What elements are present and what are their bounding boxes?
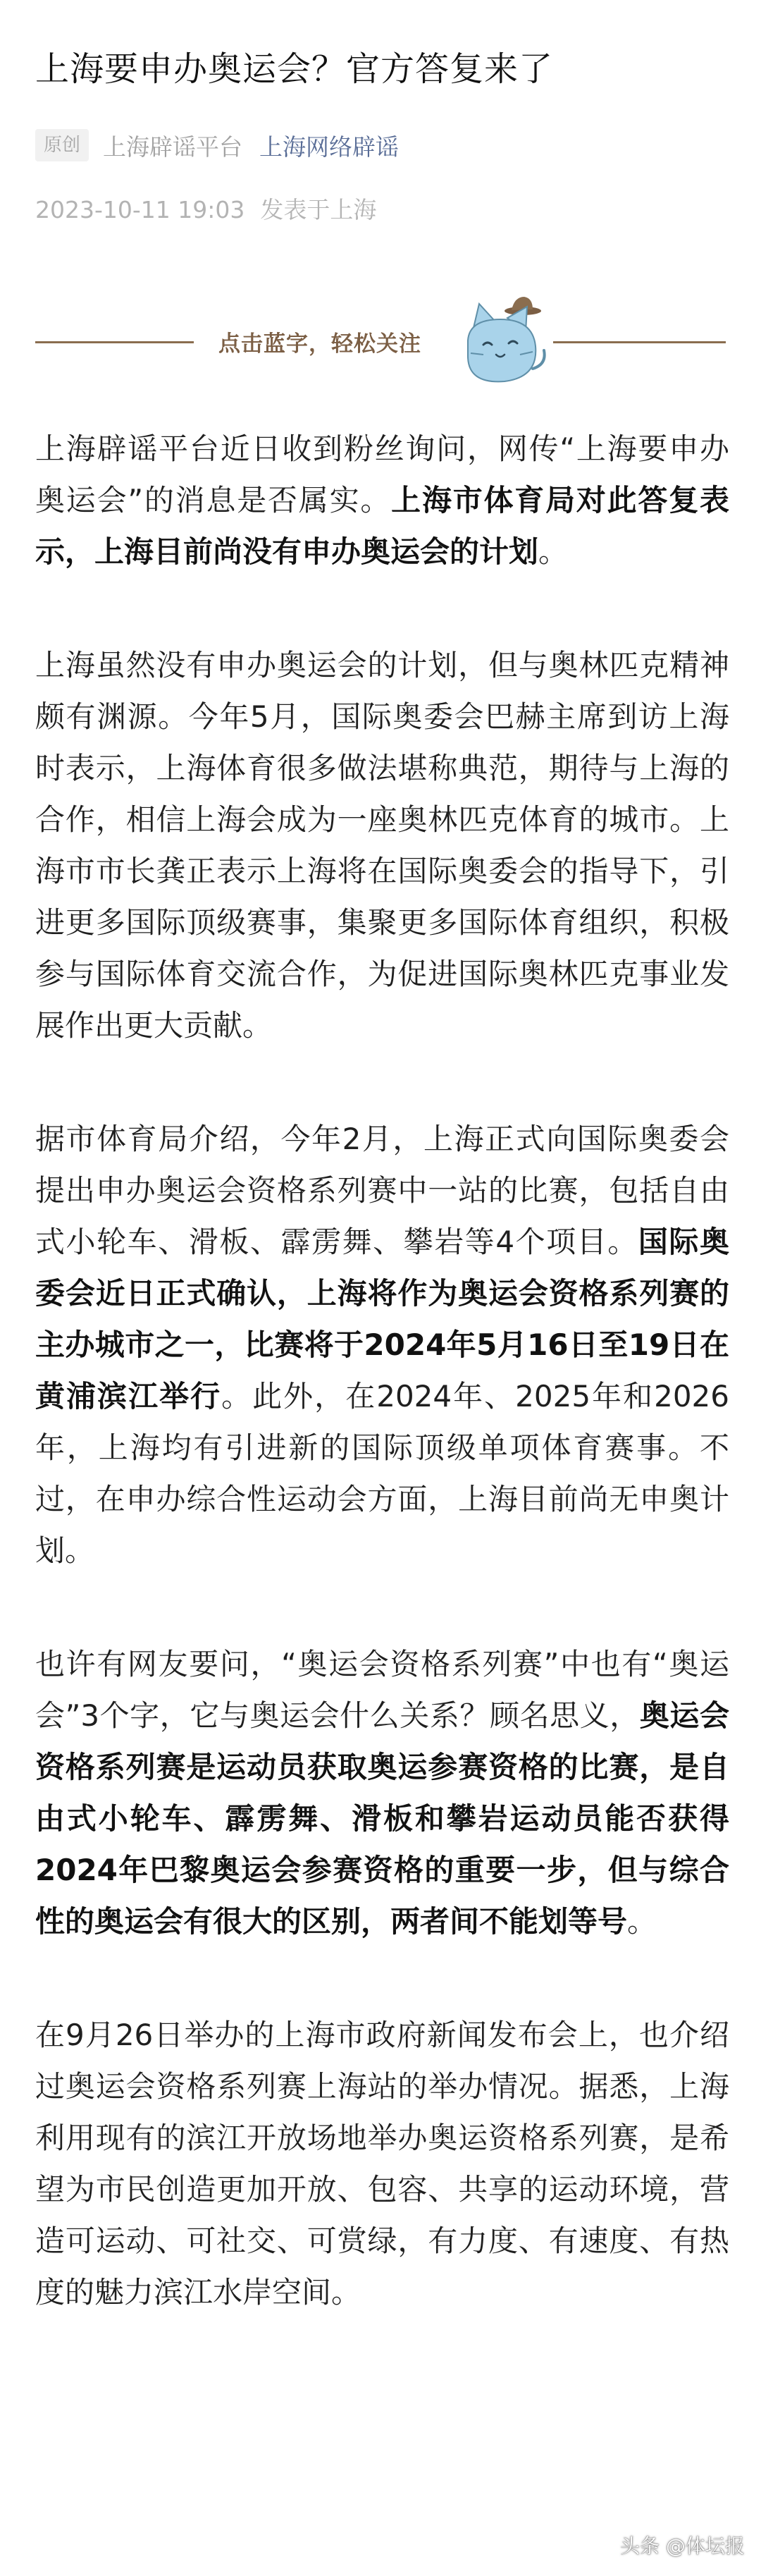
- body-text: 。此外，在2024年、2025年和2026年，上海均有引进新的国际顶级单项体育赛事。不过，在申办综合性运动会方面，上海目前尚无申奥计划。: [35, 1379, 729, 1568]
- article-title: 上海要申办奥运会？官方答复来了: [35, 49, 554, 89]
- bold-text: 国际奥委会近日正式确认，上海将作为奥运会资格系列赛的主办城市之一，比赛将于2024年5月16日至19日在黄浦滨江举行: [35, 1225, 729, 1413]
- author-name: 上海辟谣平台: [103, 133, 243, 161]
- cat-with-hat-icon: [458, 291, 550, 390]
- article-paragraph: [35, 639, 729, 1051]
- banner-right-line: [553, 341, 726, 343]
- watermark: [620, 2531, 745, 2559]
- bold-text: 奥运会资格系列赛是运动员获取奥运参赛资格的比赛，是自由式小轮车、霹雳舞、滑板和攀岩运动员能否获得2024年巴黎奥运会参赛资格的重要一步，但与综合性的奥运会有很大的区别，两者间不能划等号: [35, 1698, 729, 1939]
- body-text: 据市体育局介绍，今年2月，上海正式向国际奥委会提出申办奥运会资格系列赛中一站的比赛，包括自由式小轮车、滑板、霹雳舞、攀岩等4个项目。: [35, 1122, 729, 1259]
- follow-banner[interactable]: [35, 295, 726, 393]
- watermark-text: 头条 @体坛报: [620, 2534, 745, 2558]
- banner-left-line: [35, 341, 194, 343]
- body-text: 。: [627, 1904, 657, 1939]
- bold-text: 上海市体育局对此答复表示，上海目前尚没有申办奥运会的计划: [35, 483, 729, 569]
- body-text: 也许有网友要问，“奥运会资格系列赛”中也有“奥运会”3个字，它与奥运会什么关系？顾名思义，: [35, 1647, 729, 1733]
- body-text: 。: [538, 534, 569, 569]
- article-paragraph: [35, 1638, 729, 1947]
- article-body: [35, 423, 729, 2380]
- body-text: 上海辟谣平台近日收到粉丝询问，网传“上海要申办奥运会”的消息是否属实。: [35, 431, 729, 517]
- original-badge: 原创: [35, 129, 89, 161]
- account-link[interactable]: 上海网络辟谣: [259, 133, 400, 161]
- follow-banner-text: 点击蓝字，轻松关注: [218, 331, 421, 357]
- publish-info: [35, 192, 376, 225]
- article-paragraph: [35, 423, 729, 577]
- body-text: 上海虽然没有申办奥运会的计划，但与奥林匹克精神颇有渊源。今年5月，国际奥委会巴赫主席到访上海时表示，上海体育很多做法堪称典范，期待与上海的合作，相信上海会成为一座奥林匹克体育的城市。上海市市长龚正表示上海将在国际奥委会的指导下，引进更多国际顶级赛事，集聚更多国际体育组织，积极参与国际体育交流合作，为促进国际奥林匹克事业发展作出更大贡献。: [35, 648, 729, 1043]
- article-paragraph: [35, 1113, 729, 1576]
- publish-location: 发表于上海: [260, 196, 377, 223]
- body-text: 在9月26日举办的上海市政府新闻发布会上，也介绍过奥运会资格系列赛上海站的举办情况。据悉，上海利用现有的滨江开放场地举办奥运资格系列赛，是希望为市民创造更加开放、包容、共享的运动环境，营造可运动、可社交、可赏绿，有力度、有速度、有热度的魅力滨江水岸空间。: [35, 2018, 729, 2310]
- article-meta: [35, 127, 399, 164]
- publish-date: 2023-10-11 19:03: [35, 196, 245, 223]
- article-paragraph: [35, 2009, 729, 2318]
